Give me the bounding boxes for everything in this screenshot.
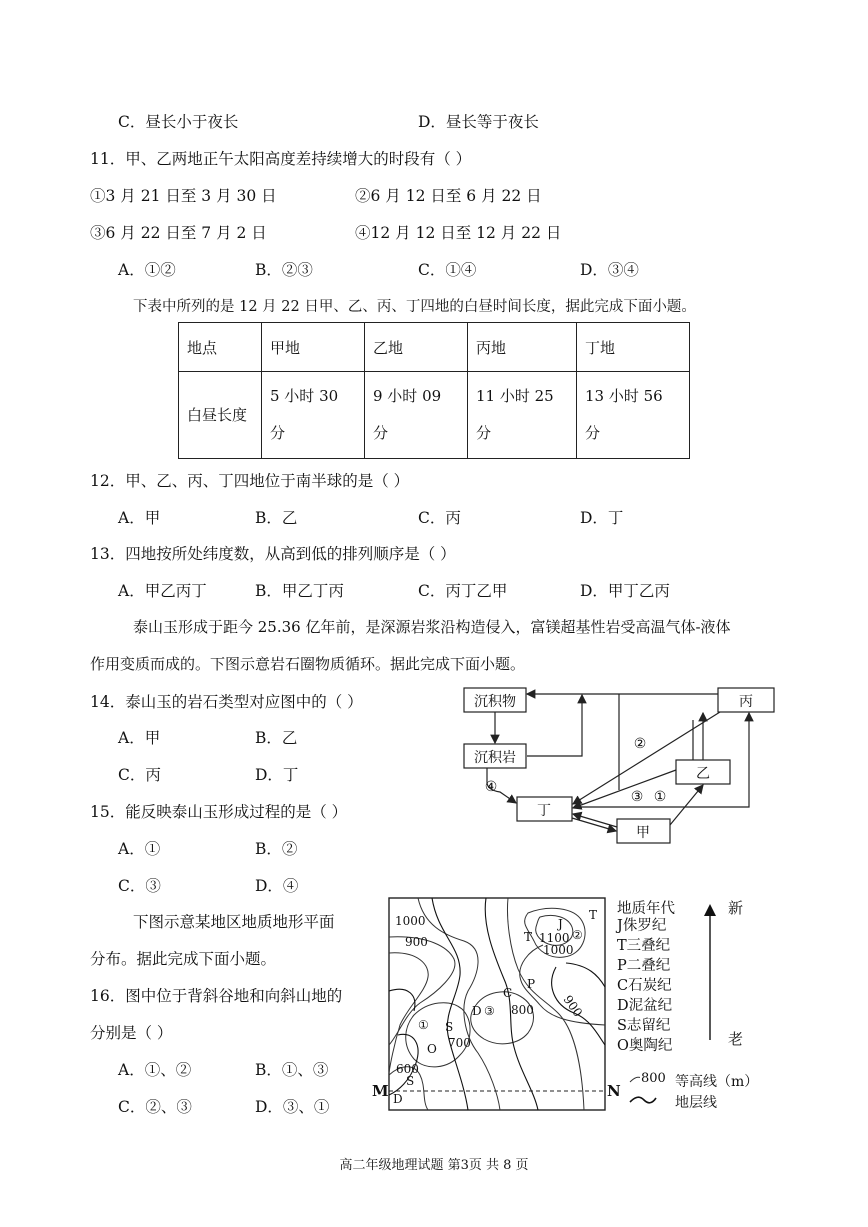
point-n-label: N: [607, 1082, 621, 1100]
stratum-label: J: [558, 917, 563, 931]
q11-item-4: ④12 月 12 日至 12 月 22 日: [355, 224, 562, 242]
table-header-cell: 丙地: [468, 323, 577, 372]
location-marker-3: ③: [484, 1004, 495, 1018]
legend-period: S志留纪: [617, 1018, 671, 1034]
stratum-label: O: [427, 1042, 437, 1056]
strata-line: [432, 898, 468, 1110]
sediment-label: 沉积物: [474, 694, 516, 710]
q16-stem-line1: 16．图中位于背斜谷地和向斜山地的: [90, 987, 343, 1005]
q11-item-3: ③6 月 22 日至 7 月 2 日: [90, 224, 267, 242]
legend-period: O奥陶纪: [617, 1038, 673, 1054]
q10-option-d: D．昼长等于夜长: [418, 113, 539, 131]
point-m-label: M: [372, 1082, 389, 1100]
location-marker-1: ①: [418, 1018, 429, 1032]
q12-option-a: A．甲: [118, 509, 161, 527]
q12-stem: 12．甲、乙、丙、丁四地位于南半球的是（ ）: [90, 472, 410, 490]
q14-stem: 14．泰山玉的岩石类型对应图中的（ ）: [90, 693, 363, 711]
q13-option-b: B．甲乙丁丙: [255, 582, 344, 600]
contour-label: 900: [560, 992, 586, 1020]
q15-option-a: A．①: [118, 840, 161, 858]
table-cell: 13 小时 56 分: [577, 372, 690, 459]
q15-option-c: C．③: [118, 877, 161, 895]
q15-option-d: D．④: [255, 877, 299, 895]
q11-option-d: D．③④: [580, 261, 639, 279]
table-intro: 下表中所列的是 12 月 22 日甲、乙、丙、丁四地的白昼时间长度，据此完成下面小题。: [133, 299, 696, 315]
q10-option-c: C．昼长小于夜长: [118, 113, 239, 131]
daylight-table: [178, 322, 690, 459]
legend-period: C石炭纪: [617, 978, 672, 994]
q11-item-1: ①3 月 21 日至 3 月 30 日: [90, 187, 277, 205]
ding-label: 丁: [537, 803, 551, 819]
contour-legend-sample: 800: [641, 1071, 666, 1086]
q16-option-b: B．①、③: [255, 1061, 329, 1079]
table-cell: 9 小时 09 分: [365, 372, 468, 459]
jia-label: 甲: [636, 825, 650, 841]
q12-option-d: D．丁: [580, 509, 624, 527]
q11-stem: 11．甲、乙两地正午太阳高度差持续增大的时段有（ ）: [90, 150, 472, 168]
stratum-label: D: [393, 1092, 403, 1106]
path-4-label: ④: [484, 779, 498, 795]
q16-option-d: D．③、①: [255, 1098, 330, 1116]
table-cell: 5 小时 30 分: [262, 372, 365, 459]
location-marker-2: ②: [572, 928, 583, 942]
q16-option-c: C．②、③: [118, 1098, 192, 1116]
table-row: [179, 372, 690, 459]
q13-option-a: A．甲乙丙丁: [118, 582, 207, 600]
contour-label: 900: [405, 935, 428, 949]
yi-label: 乙: [696, 766, 710, 782]
contour-line-700: [406, 1003, 470, 1067]
q16-option-a: A．①、②: [118, 1061, 192, 1079]
rock-cycle-diagram: [455, 680, 785, 850]
q11-option-a: A．①②: [118, 261, 176, 279]
q15-stem: 15．能反映泰山玉形成过程的是（ ）: [90, 803, 348, 821]
contour-label: 700: [448, 1036, 471, 1050]
legend-title: 地质年代: [617, 901, 675, 917]
legend-period: J侏罗纪: [617, 918, 667, 934]
q11-option-b: B．②③: [255, 261, 313, 279]
bing-label: 丙: [739, 694, 753, 710]
table-header-cell: 丁地: [577, 323, 690, 372]
q13-option-d: D．甲丁乙丙: [580, 582, 670, 600]
legend-periods: [617, 916, 672, 1056]
table-header-cell: 甲地: [262, 323, 365, 372]
stratum-label: D: [472, 1004, 482, 1018]
strata-legend-label: 地层线: [675, 1095, 717, 1111]
table-cell: 白昼长度: [179, 372, 262, 459]
table-cell: 11 小时 25 分: [468, 372, 577, 459]
page-footer: 高二年级地理试题 第3页 共 8 页: [339, 1158, 529, 1173]
strata-line: [566, 963, 605, 987]
stratum-label: S: [445, 1020, 454, 1034]
path-3-label: ③: [630, 789, 644, 805]
contour-label: 1000: [395, 914, 426, 928]
path-2-label: ②: [633, 736, 647, 752]
contour-label: 1000: [543, 943, 574, 957]
taishan-intro-line2: 作用变质而成的。下图示意岩石圈物质循环。据此完成下面小题。: [90, 655, 526, 673]
legend-period: T三叠纪: [617, 938, 671, 954]
sedimentary-rock-label: 沉积岩: [474, 750, 516, 766]
legend-new-label: 新: [728, 899, 744, 917]
legend-period: D泥盆纪: [617, 998, 673, 1014]
geo-intro-line1: 下图示意某地区地质地形平面: [133, 913, 335, 931]
age-arrow-icon: [700, 902, 720, 1042]
q14-option-c: C．丙: [118, 766, 161, 784]
contour-line: [389, 953, 428, 1073]
table-header-row: [179, 323, 690, 372]
table-header-cell: 地点: [179, 323, 262, 372]
table-header-cell: 乙地: [365, 323, 468, 372]
q11-item-2: ②6 月 12 日至 6 月 22 日: [355, 187, 542, 205]
contour-label: 1100: [539, 931, 570, 945]
q15-option-b: B．②: [255, 840, 298, 858]
geologic-map: [368, 895, 621, 1117]
stratum-label: P: [527, 977, 536, 991]
arrow-jia-to-yi: [670, 785, 703, 825]
arrow-rock-up: [527, 695, 582, 756]
contour-label: 800: [511, 1003, 534, 1017]
path-1-label: ①: [653, 789, 667, 805]
stratum-label: T: [524, 930, 533, 944]
q14-option-a: A．甲: [118, 729, 161, 747]
q14-option-b: B．乙: [255, 729, 298, 747]
strata-line: [389, 989, 415, 1011]
stratum-label: C: [503, 986, 513, 1000]
q12-option-c: C．丙: [418, 509, 461, 527]
geo-intro-line2: 分布。据此完成下面小题。: [90, 950, 277, 968]
contour-label: 600: [396, 1062, 419, 1076]
q12-option-b: B．乙: [255, 509, 298, 527]
stratum-label: T: [589, 908, 598, 922]
legend-old-label: 老: [728, 1030, 744, 1048]
q13-option-c: C．丙丁乙甲: [418, 582, 508, 600]
q14-option-d: D．丁: [255, 766, 299, 784]
q16-stem-line2: 分别是（ ）: [90, 1024, 173, 1042]
taishan-intro-line1: 泰山玉形成于距今 25.36 亿年前，是深源岩浆沿构造侵入，富镁超基性岩受高温气体-液体: [133, 618, 731, 636]
stratum-label: S: [406, 1074, 415, 1088]
q11-option-c: C．①④: [418, 261, 477, 279]
legend-period: P二叠纪: [617, 958, 671, 974]
q13-stem: 13．四地按所处纬度数，从高到低的排列顺序是（ ）: [90, 545, 456, 563]
contour-legend-label: 等高线（m）: [675, 1074, 759, 1090]
